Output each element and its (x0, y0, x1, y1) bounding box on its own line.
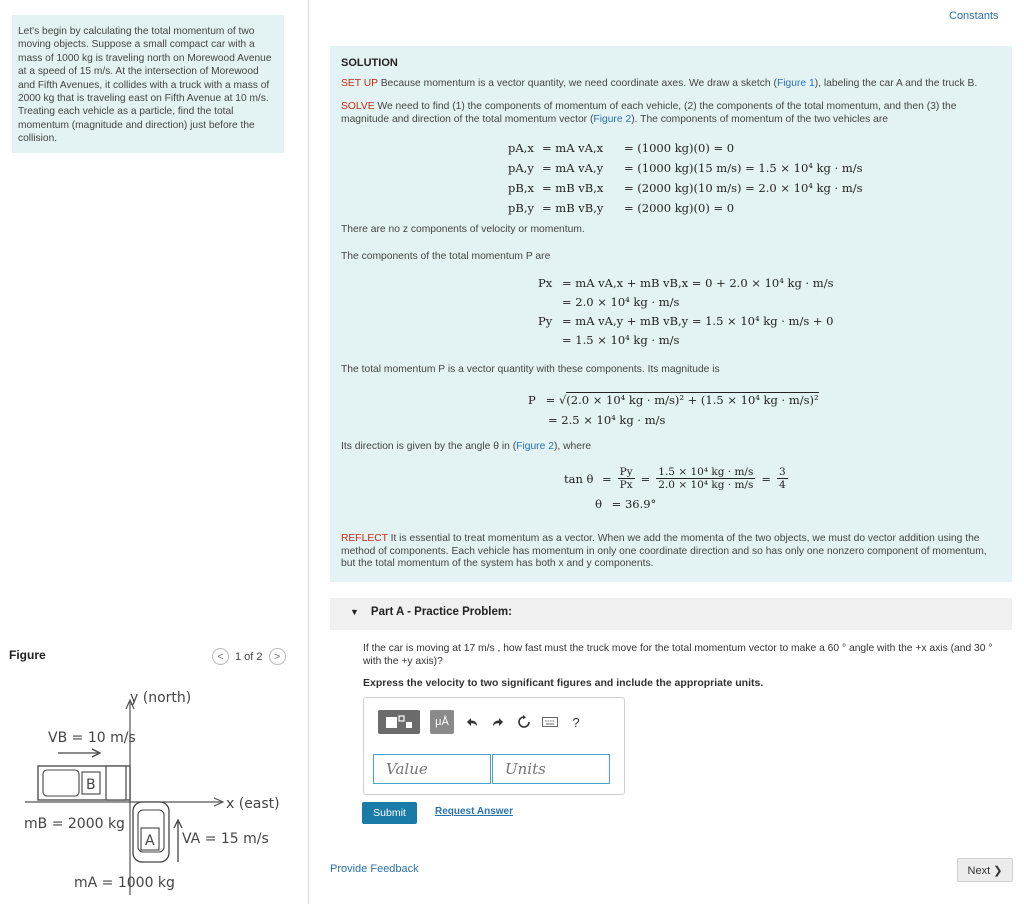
eq-row (508, 158, 863, 178)
left-column (0, 0, 309, 904)
help-icon: ? (572, 714, 580, 730)
frac-den: Px (619, 479, 633, 491)
keyboard-button[interactable] (542, 714, 558, 730)
truck-window-a (43, 770, 79, 796)
value-input[interactable] (373, 754, 491, 784)
redo-icon (491, 715, 505, 729)
figure2-link[interactable]: Figure 2 (593, 113, 632, 125)
eq-row (538, 331, 834, 350)
direction-text-2: ), where (553, 441, 592, 452)
templates-button[interactable] (378, 710, 420, 734)
eq-lhs: pA,y (508, 161, 534, 175)
eq-equals: = (602, 471, 612, 486)
tan-lhs: tan θ (564, 471, 594, 486)
theta-rhs: = 36.9° (611, 497, 657, 511)
momentum-components-eq (508, 138, 863, 218)
magnitude-intro: The total momentum P is a vector quantity with these components. Its magnitude is (341, 364, 720, 375)
eq-row (508, 138, 863, 158)
eq-row (528, 390, 819, 410)
eq-lhs: pB,x (508, 181, 534, 195)
part-a-title: Part A - Practice Problem: (370, 606, 512, 618)
theta-lhs: θ (595, 497, 602, 511)
truck-cab (106, 766, 126, 800)
reflect-paragraph (341, 533, 1003, 571)
y-axis-label: y (north) (130, 690, 192, 706)
reset-icon (517, 715, 531, 729)
eq-row (508, 198, 863, 218)
tan-eq (564, 466, 788, 511)
redo-button[interactable] (490, 714, 506, 730)
mu-icon: μÅ (435, 716, 449, 728)
total-components-eq (538, 274, 834, 350)
eq-rhs: = 2.0 × 10⁴ kg · m/s (562, 295, 680, 309)
eq-rhs: = 2.5 × 10⁴ kg · m/s (548, 413, 666, 427)
units-symbols-button[interactable] (430, 710, 454, 734)
eq-rhs: = (1000 kg)(15 m/s) = 1.5 × 10⁴ kg · m/s (624, 161, 863, 175)
eq-rhs: = (2000 kg)(0) = 0 (624, 201, 735, 215)
collapse-toggle-icon: ▼ (350, 607, 359, 617)
eq-lhs: Px (538, 276, 553, 290)
problem-statement (12, 15, 284, 153)
provide-feedback-link[interactable]: Provide Feedback (330, 863, 419, 875)
figure-diagram (10, 680, 300, 900)
units-input[interactable] (492, 754, 610, 784)
direction-text-1: Its direction is given by the angle θ in ( (341, 441, 517, 452)
frac-1 (618, 466, 635, 491)
part-a-title-row (350, 606, 512, 618)
answer-toolbar (378, 710, 584, 734)
frac-den: 4 (778, 479, 786, 491)
setup-text-1: Because momentum is a vector quantity, we need coordinate axes. We draw a sketch ( (377, 78, 777, 89)
eq-lhs: Py (538, 314, 553, 328)
frac-2 (656, 466, 755, 491)
eq-rhs: = (1000 kg)(0) = 0 (624, 141, 735, 155)
eq-mid: = mA vA,x (542, 141, 604, 155)
eq-mid: = mB vB,y (542, 201, 604, 215)
eq-row (528, 410, 819, 430)
direction-intro (341, 441, 1003, 454)
figure-title: Figure (9, 648, 46, 662)
va-label: VA = 15 m/s (182, 831, 269, 847)
problem-text: Let's begin by calculating the total momentum of two moving objects. Suppose a small compact car with a mass of 1000 kg is traveling north on Morewood Avenue at a speed of 15 m/s. At the intersection of Morewood and Fifth Avenues, it collides with a truck with a mass of 2000 kg that is traveling east on Fifth Avenue at 10 m/s. Treating each vehicle as a particle, find the total momentum (magnitude and direction) just before the collision. (18, 26, 272, 145)
request-answer-link[interactable]: Request Answer (435, 806, 513, 817)
solve-text-1: We need to find (1) the components of momentum of each vehicle, (2) the components of the total momentum, and then (3) the magnitude and direction of the total momentum vector ( (341, 101, 957, 125)
components-intro: The components of the total momentum P are (341, 251, 551, 262)
solve-keyword: SOLVE (341, 101, 375, 112)
setup-keyword: SET UP (341, 78, 378, 89)
answer-panel (363, 697, 625, 795)
eq-row (538, 312, 834, 331)
part-a-instruction: Express the velocity to two significant figures and include the appropriate units. (363, 677, 764, 689)
undo-icon (465, 715, 479, 729)
truck-label: B (86, 777, 96, 793)
eq-row (538, 274, 834, 293)
vb-label: VB = 10 m/s (48, 730, 136, 746)
eq-rhs: = mA vA,y + mB vB,y = 1.5 × 10⁴ kg · m/s + 0 (562, 314, 834, 328)
frac-num: 3 (778, 466, 786, 478)
undo-button[interactable] (464, 714, 480, 730)
reset-button[interactable] (516, 714, 532, 730)
keyboard-icon (542, 716, 558, 728)
x-axis-label: x (east) (226, 796, 280, 812)
templates-icon (384, 714, 414, 730)
next-button[interactable]: Next ❯ (957, 858, 1013, 882)
help-button[interactable] (568, 714, 584, 730)
eq-lhs: pB,y (508, 201, 534, 215)
solve-text-2: ). The components of momentum of the two vehicles are (631, 113, 888, 125)
ma-label: mA = 1000 kg (74, 875, 175, 891)
eq-radicand: (2.0 × 10⁴ kg · m/s)² + (1.5 × 10⁴ kg · m/s)² (566, 393, 819, 407)
eq-lhs: P (528, 393, 536, 407)
figure-pager (212, 648, 286, 665)
car-label: A (145, 833, 155, 849)
frac-den: 2.0 × 10⁴ kg · m/s (658, 479, 754, 491)
frac-3 (777, 466, 788, 491)
reflect-text: It is essential to treat momentum as a vector. When we add the momenta of the two objects, we must do vector addition using the method of components. Each vehicle has momentum in only one coordinate direction and so has only one nonzero component of momentum, but the total momentum of the system has both x and y components. (341, 533, 987, 570)
eq-equals: = (640, 471, 651, 486)
figure2-link-2[interactable]: Figure 2 (516, 441, 554, 452)
figure-prev-button[interactable] (212, 648, 229, 665)
eq-mid: = mA vA,y (542, 161, 604, 175)
magnitude-eq (528, 390, 819, 430)
constants-link[interactable]: Constants (949, 10, 999, 22)
eq-rhs: = mA vA,x + mB vB,x = 0 + 2.0 × 10⁴ kg · m/s (562, 276, 834, 290)
figure-page-indicator: 1 of 2 (235, 650, 263, 663)
chevron-left-icon: < (217, 650, 224, 663)
eq-row (508, 178, 863, 198)
eq-equals: = (761, 471, 771, 486)
submit-button[interactable]: Submit (362, 802, 417, 824)
solve-paragraph (341, 101, 1003, 126)
solution-panel (330, 46, 1012, 582)
eq-row (538, 293, 834, 312)
eq-mid: = mB vB,x (542, 181, 604, 195)
frac-num: 1.5 × 10⁴ kg · m/s (658, 466, 754, 478)
eq-equals: = √ (545, 393, 567, 407)
setup-text-2: ), labeling the car A and the truck B. (814, 78, 978, 89)
figure-next-button[interactable] (269, 648, 286, 665)
solution-heading: SOLUTION (341, 57, 398, 69)
part-a-header[interactable] (330, 598, 1012, 630)
frac-num: Py (619, 466, 633, 478)
no-z-text: There are no z components of velocity or momentum. (341, 224, 585, 235)
theta-row (564, 497, 788, 511)
chevron-right-icon: > (273, 650, 281, 663)
reflect-keyword: REFLECT (341, 533, 388, 544)
mb-label: mB = 2000 kg (24, 816, 125, 832)
eq-rhs: = (2000 kg)(10 m/s) = 2.0 × 10⁴ kg · m/s (624, 181, 863, 195)
part-a-question: If the car is moving at 17 m/s , how fast must the truck move for the total momentum vector to make a 60 ° angle with the +x axis (and 30 ° with the +y axis)? (363, 643, 993, 667)
eq-rhs: = 1.5 × 10⁴ kg · m/s (562, 333, 680, 347)
eq-lhs: pA,x (508, 141, 534, 155)
figure1-link[interactable]: Figure 1 (776, 78, 815, 89)
setup-paragraph (341, 78, 1003, 91)
